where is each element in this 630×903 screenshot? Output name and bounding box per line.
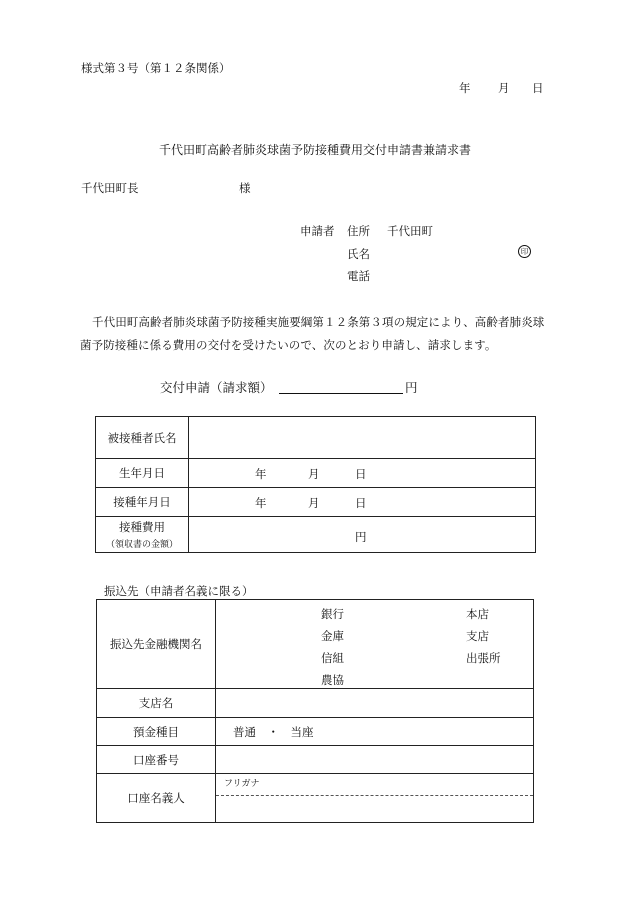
request-paragraph: 千代田町高齢者肺炎球菌予防接種実施要綱第１２条第３項の規定により、高齢者肺炎球菌予防接種に係る費用の交付を受けたいので、次のとおり申請し、請求します。 [80,315,545,352]
transfer-heading: 振込先（申請者名義に限る） [104,584,254,598]
applicant-label: 申請者 [300,224,335,238]
amount-label: 交付申請（請求額） [160,380,273,395]
patient-table [95,416,536,553]
date-month-label: 月 [498,81,510,95]
amount-unit: 円 [405,380,418,395]
account-number-label: 口座番号 [97,746,216,774]
birth-date-field[interactable] [189,459,536,488]
vacc-year-label: 年 [255,496,267,510]
tel-label: 電話 [347,269,370,283]
account-holder-label: 口座名義人 [97,774,216,823]
patient-name-field[interactable] [189,417,536,459]
birth-day-label: 日 [355,467,367,481]
form-number: 様式第３号（第１２条関係） [81,61,231,75]
addressee: 千代田町長 [81,181,139,195]
account-holder-name-field[interactable] [216,796,533,822]
deposit-type-label: 預金種目 [97,718,216,746]
bank-type-shinkin: 金庫 [321,629,344,643]
branch-type-sub: 出張所 [466,651,501,665]
vacc-month-label: 月 [308,496,320,510]
transfer-table [96,599,534,823]
date-day-label: 日 [532,81,544,95]
patient-name-label: 被接種者氏名 [96,417,189,459]
account-number-field[interactable] [216,746,534,774]
birth-date-label: 生年月日 [96,459,189,488]
addressee-honorific: 様 [239,181,251,195]
fee-label-cell [96,517,189,553]
address-label: 住所 [347,224,370,238]
birth-year-label: 年 [255,467,267,481]
bank-type-bank: 銀行 [321,607,344,621]
furigana-label: フリガナ [216,774,533,796]
bank-type-nokyo: 農協 [321,673,344,687]
fee-field[interactable] [189,517,536,553]
account-holder-field[interactable] [216,774,534,823]
fee-label: 接種費用 [119,520,165,534]
vaccination-date-field[interactable] [189,488,536,517]
vaccination-date-label: 接種年月日 [96,488,189,517]
vacc-day-label: 日 [355,496,367,510]
branch-type-main: 本店 [466,607,489,621]
fee-sublabel: （領収書の金額） [105,540,178,550]
bank-name-label: 振込先金融機関名 [97,600,216,689]
deposit-type-field[interactable]: 普通 ・ 当座 [216,718,534,746]
seal-icon: 印 [518,245,531,258]
birth-month-label: 月 [308,467,320,481]
address-field[interactable]: 千代田町 [387,224,433,238]
bank-name-field[interactable] [216,600,534,689]
branch-name-label: 支店名 [97,689,216,718]
name-label: 氏名 [347,247,370,261]
amount-field[interactable] [279,378,403,394]
branch-name-field[interactable] [216,689,534,718]
document-title: 千代田町高齢者肺炎球菌予防接種費用交付申請書兼請求書 [158,143,471,157]
date-year-label: 年 [459,81,471,95]
bank-type-shinkumi: 信組 [321,651,344,665]
branch-type-branch: 支店 [466,629,489,643]
fee-yen-label: 円 [355,529,367,544]
